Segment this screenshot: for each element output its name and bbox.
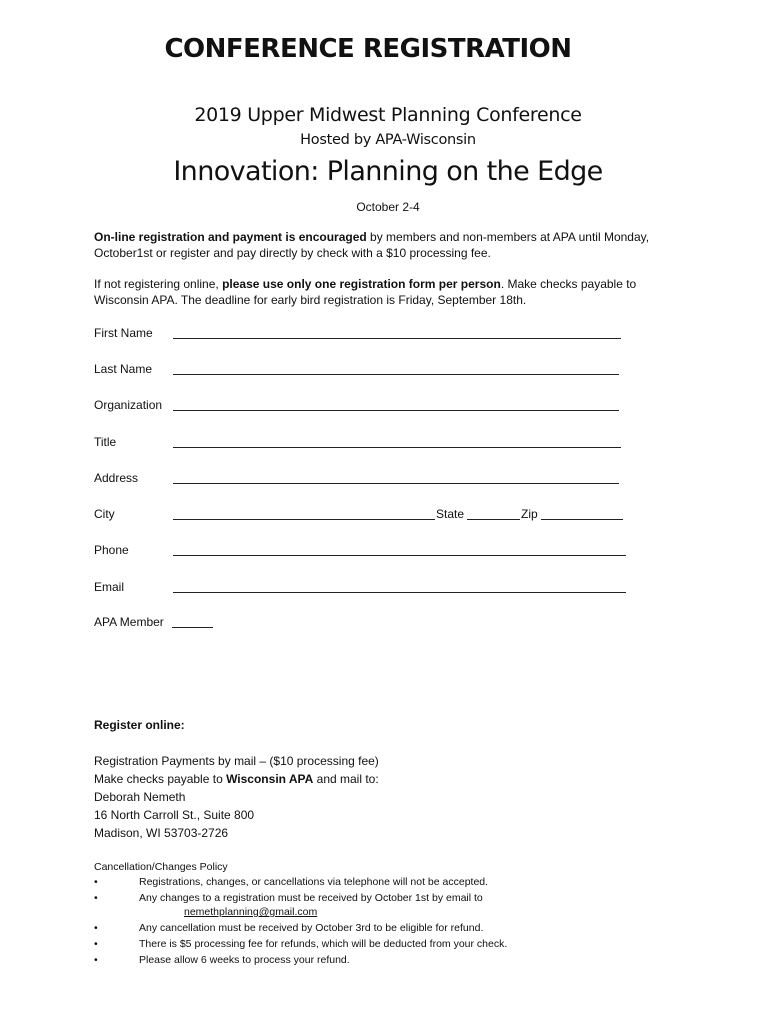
title-field[interactable] [173, 447, 621, 448]
checks-start: Make checks payable to [94, 772, 227, 786]
first-name-label: First Name [94, 326, 153, 340]
state-label: State [436, 507, 465, 521]
title-label: Title [94, 435, 117, 449]
first-name-field[interactable] [173, 338, 621, 339]
zip-label: Zip [521, 507, 538, 521]
policy-item: There is $5 processing fee for refunds, which will be deducted from your check. [139, 938, 508, 950]
apa-member-label: APA Member [94, 615, 164, 629]
page-title: CONFERENCE REGISTRATION [164, 34, 572, 64]
bullet-icon: • [94, 938, 98, 950]
intro-offline-bold: please use only one registration form per person [222, 277, 501, 291]
host-line: Hosted by APA-Wisconsin [300, 132, 476, 148]
phone-label: Phone [94, 543, 129, 557]
city-field[interactable] [173, 519, 435, 520]
mail-address-city: Madison, WI 53703-2726 [94, 826, 229, 840]
policy-item: Registrations, changes, or cancellations via telephone will not be accepted. [139, 876, 489, 888]
intro-offline-text: . Make checks payable to Wisconsin APA. The deadline for early bird registration is Friday, September 18th. [94, 277, 637, 307]
mail-payment-line: Registration Payments by mail – ($10 processing fee) [94, 754, 379, 768]
address-label: Address [94, 471, 139, 485]
checks-end: and mail to: [313, 772, 379, 786]
intro-offline-start: If not registering online, [94, 277, 223, 291]
zip-field[interactable] [541, 519, 623, 520]
conference-dates: October 2-4 [356, 200, 420, 214]
phone-field[interactable] [173, 555, 626, 556]
checks-payee: Wisconsin APA [226, 772, 314, 786]
bullet-icon: • [94, 922, 98, 934]
mail-address-name: Deborah Nemeth [94, 790, 186, 804]
last-name-field[interactable] [173, 374, 619, 375]
conference-name: 2019 Upper Midwest Planning Conference [194, 104, 582, 126]
policy-item: Any cancellation must be received by October 3rd to be eligible for refund. [139, 922, 484, 934]
checks-payable-line [94, 770, 379, 788]
email-label: Email [94, 580, 125, 594]
email-field[interactable] [173, 592, 626, 593]
mail-address-street: 16 North Carroll St., Suite 800 [94, 808, 255, 822]
state-field[interactable] [467, 519, 520, 520]
organization-label: Organization [94, 398, 163, 412]
policy-item: Please allow 6 weeks to process your refund. [139, 954, 350, 966]
organization-field[interactable] [173, 410, 619, 411]
bullet-icon: • [94, 876, 98, 888]
conference-theme: Innovation: Planning on the Edge [173, 156, 603, 187]
last-name-label: Last Name [94, 362, 153, 376]
intro-online-bold: On-line registration and payment is encouraged [94, 230, 367, 244]
address-field[interactable] [173, 483, 619, 484]
intro-paragraph-offline [94, 276, 694, 308]
bullet-icon: • [94, 892, 98, 904]
bullet-icon: • [94, 954, 98, 966]
intro-paragraph-online [94, 229, 694, 261]
policy-heading: Cancellation/Changes Policy [94, 861, 228, 873]
city-label: City [94, 507, 115, 521]
register-online-heading: Register online: [94, 718, 185, 732]
policy-item: Any changes to a registration must be received by October 1st by email to [139, 892, 483, 904]
policy-email-link[interactable]: nemethplanning@gmail.com [184, 906, 318, 918]
intro-online-text: by members and non-members at APA until Monday, October1st or register and pay directly by check with a $10 processing fee. [94, 230, 650, 260]
apa-member-field[interactable] [172, 627, 213, 628]
